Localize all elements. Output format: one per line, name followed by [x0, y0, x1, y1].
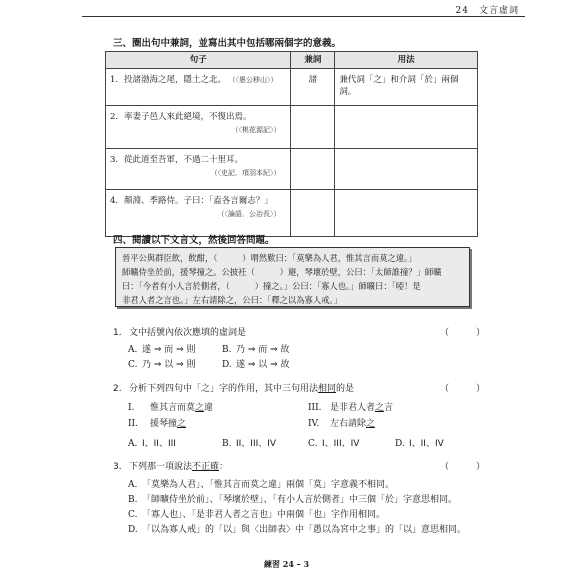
- statement-item: [308, 416, 375, 429]
- question-text: 下列那一項說法: [129, 462, 193, 472]
- option-letter: A.: [128, 345, 138, 355]
- table-row: [106, 190, 478, 237]
- answer-word-cell[interactable]: 諸: [291, 69, 335, 106]
- option-letter: B.: [128, 495, 138, 505]
- question-text: 文中括號內依次應填的虛詞是: [129, 328, 247, 338]
- page-number: 練習 24 – 3: [263, 559, 310, 569]
- option-text: 「以為寡人戒」的「以」與〈出師表〉中「愚以為宮中之事」的「以」意思相同。: [142, 525, 467, 535]
- answer-usage-cell[interactable]: 兼代詞「之」和介詞「於」兩個詞。: [335, 69, 478, 106]
- sentence-text: 顏淵、季路侍。子曰：「盍各言爾志？」: [124, 196, 273, 206]
- sentence-cell: [106, 190, 291, 237]
- question-text: ：: [219, 462, 229, 472]
- option-c[interactable]: [308, 436, 359, 449]
- passage-line: 非君人者之言也。」左右請除之，公曰：「釋之以為寡人戒。」: [122, 295, 342, 305]
- section-4-title: 四、閱讀以下文言文，然後回答問題。: [113, 235, 275, 246]
- option-text: 乃 ⇒ 而 ⇒ 故: [236, 345, 290, 355]
- option-a[interactable]: [128, 436, 176, 449]
- option-c[interactable]: [128, 357, 196, 370]
- passage-line: 曰：「今者有小人言於側者，（ ）撞之。」公曰：「寡人也。」師曠曰：「啞！是: [122, 281, 421, 291]
- sentence-cell: [106, 69, 291, 106]
- reading-passage: [115, 247, 470, 307]
- question-text: 分析下列四句中「之」字的作用，其中三句用法: [129, 384, 319, 394]
- option-letter: C.: [128, 360, 138, 370]
- emphasis-text: 不正確: [192, 462, 220, 472]
- section-3-title: 三、圈出句中兼詞，並寫出其中包括哪兩個字的意義。: [113, 38, 342, 49]
- item-mark: 之: [177, 419, 187, 429]
- table-header-row: [106, 52, 478, 69]
- header-rule: [82, 16, 525, 17]
- question-number: 1.: [113, 328, 122, 338]
- statement-item: [308, 400, 393, 413]
- sentence-text: 從此道至吾軍，不過二十里耳。: [124, 155, 244, 165]
- row-number: 2.: [110, 112, 119, 122]
- passage-line: 師曠侍坐於前，援琴撞之。公披衽（ ）避，琴壞於壁，公曰：「太師誰撞？」師曠: [122, 267, 442, 277]
- answer-blank[interactable]: （ ）: [440, 328, 486, 338]
- statement-item: [128, 400, 213, 413]
- option-letter: D.: [222, 360, 232, 370]
- option-c[interactable]: [128, 507, 385, 520]
- option-text: 「寡人也」、「是非君人者之言也」中兩個「也」字作用相同。: [142, 510, 386, 520]
- option-a[interactable]: [128, 342, 196, 355]
- chapter-title: 24 文言虛詞: [455, 6, 519, 16]
- option-text: 「師曠侍坐於前」、「琴壞於壁」、「有小人言於側者」中三個「於」字意思相同。: [142, 495, 458, 505]
- sentence-source: （〈愚公移山〉）: [232, 76, 278, 84]
- option-text: 「莫樂為人君」、「惟其言而莫之違」兩個「莫」字意義不相同。: [142, 480, 395, 490]
- emphasis-text: 相同: [318, 384, 337, 394]
- sentence-cell: [106, 106, 291, 149]
- question-3: [113, 459, 228, 472]
- question-number: 2.: [113, 384, 122, 394]
- option-text: I、III、IV: [322, 439, 360, 449]
- sentence-cell: [106, 149, 291, 190]
- option-letter: D.: [395, 439, 405, 449]
- item-number: I.: [128, 403, 135, 413]
- option-d[interactable]: [128, 522, 466, 535]
- table-row: [106, 69, 478, 106]
- answer-word-cell[interactable]: [291, 149, 335, 190]
- answer-usage-cell[interactable]: [335, 190, 478, 237]
- item-text: 左右請除: [330, 419, 367, 429]
- option-d[interactable]: [395, 436, 444, 449]
- sentence-source: （〈論語．公冶長〉）: [217, 210, 281, 218]
- answer-blank[interactable]: （ ）: [440, 384, 486, 394]
- sentence-text: 投諸渤海之尾，隱土之北。: [124, 75, 227, 85]
- option-text: 遂 ⇒ 以 ⇒ 故: [236, 360, 290, 370]
- option-letter: C.: [308, 439, 318, 449]
- item-mark: 之: [366, 419, 376, 429]
- option-letter: B.: [222, 439, 232, 449]
- row-number: 3.: [110, 155, 119, 165]
- page-header: [0, 0, 573, 24]
- passage-line: 晉平公與群臣飲，飲酣，（ ）喟然歎曰：「莫樂為人君，惟其言而莫之違。」: [122, 253, 417, 263]
- table-row: [106, 149, 478, 190]
- answer-usage-cell[interactable]: [335, 149, 478, 190]
- option-text: 乃 ⇒ 以 ⇒ 則: [142, 360, 196, 370]
- item-text: 是非君人者: [330, 403, 376, 413]
- item-text: 援琴撞: [150, 419, 178, 429]
- option-text: I、II、III: [142, 439, 176, 449]
- answer-word-cell[interactable]: [291, 190, 335, 237]
- option-a[interactable]: [128, 477, 394, 490]
- question-2: [113, 381, 354, 394]
- sentence-text: 率妻子邑人來此絕境，不復出焉。: [124, 112, 252, 122]
- statement-item: [128, 416, 186, 429]
- item-mark: 之: [195, 403, 205, 413]
- answer-blank[interactable]: （ ）: [440, 462, 486, 472]
- question-number: 3.: [113, 462, 122, 472]
- section-3-table: [105, 51, 478, 237]
- option-letter: A.: [128, 439, 138, 449]
- column-header: 句子: [106, 52, 291, 69]
- table-row: [106, 106, 478, 149]
- option-b[interactable]: [128, 492, 457, 505]
- item-text: 違: [204, 403, 214, 413]
- row-number: 1.: [110, 75, 119, 85]
- option-b[interactable]: [222, 342, 290, 355]
- column-header: 用法: [335, 52, 478, 69]
- option-letter: C.: [128, 510, 138, 520]
- sentence-source: （〈史記．項羽本紀〉）: [210, 169, 281, 177]
- item-number: IV.: [308, 419, 320, 429]
- answer-usage-cell[interactable]: [335, 106, 478, 149]
- item-text: 言: [384, 403, 394, 413]
- column-header: 兼詞: [291, 52, 335, 69]
- item-mark: 之: [375, 403, 385, 413]
- item-number: II.: [128, 419, 138, 429]
- item-number: III.: [308, 403, 322, 413]
- item-text: 惟其言而莫: [150, 403, 196, 413]
- sentence-source: （〈桃花源記〉）: [231, 126, 281, 134]
- question-1: [113, 325, 246, 338]
- option-letter: D.: [128, 525, 138, 535]
- option-text: I、II、IV: [409, 439, 444, 449]
- row-number: 4.: [110, 196, 119, 206]
- option-d[interactable]: [222, 357, 290, 370]
- answer-word-cell[interactable]: [291, 106, 335, 149]
- option-letter: A.: [128, 480, 138, 490]
- question-text: 的是: [336, 384, 355, 394]
- option-text: 遂 ⇒ 而 ⇒ 則: [142, 345, 196, 355]
- option-b[interactable]: [222, 436, 276, 449]
- option-text: II、III、IV: [236, 439, 277, 449]
- option-letter: B.: [222, 345, 232, 355]
